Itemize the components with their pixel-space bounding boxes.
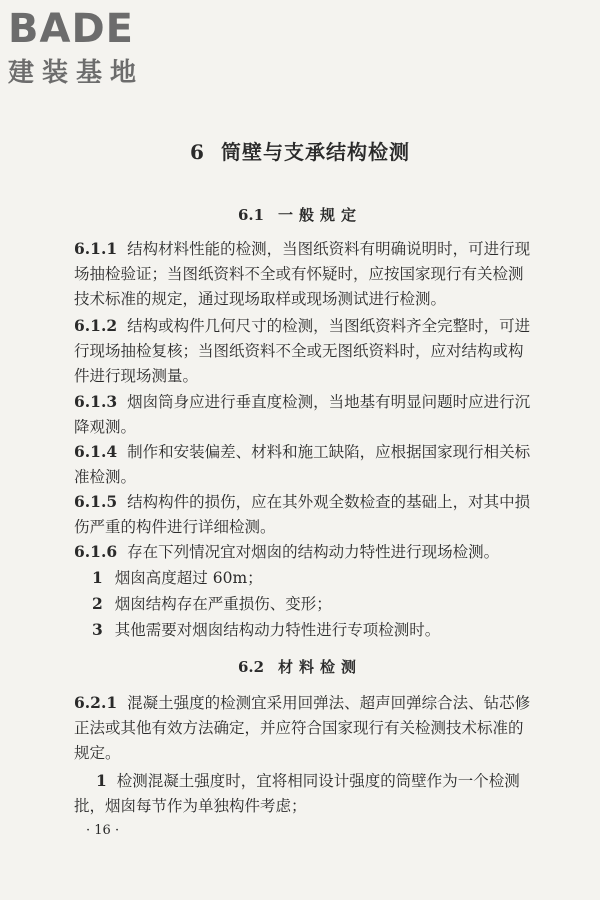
clause-text: 结构或构件几何尺寸的检测，当图纸资料齐全完整时，可进行现场抽检复核；当图纸资料不全或无图纸资料时，应对结构或构件进行现场测量。 <box>74 317 531 385</box>
clause-text: 结构构件的损伤，应在其外观全数检查的基础上，对其中损伤严重的构件进行详细检测。 <box>74 493 531 536</box>
clause-text: 混凝土强度的检测宜采用回弹法、超声回弹综合法、钻芯修正法或其他有效方法确定，并应符合国家现行有关检测技术标准的规定。 <box>74 694 531 762</box>
clause-text: 制作和安装偏差、材料和施工缺陷，应根据国家现行相关标准检测。 <box>74 443 531 486</box>
clause-text: 烟囱筒身应进行垂直度检测，当地基有明显问题时应进行沉降观测。 <box>74 393 531 436</box>
clause <box>74 439 534 490</box>
chapter-number: 6 <box>190 140 205 164</box>
chapter-title <box>0 136 600 165</box>
section-title: 一般规定 <box>278 206 363 224</box>
section-title: 材料检测 <box>278 658 363 676</box>
sub-item-number: 1 <box>96 771 107 790</box>
clause <box>74 389 534 440</box>
list-item-text: 其他需要对烟囱结构动力特性进行专项检测时。 <box>114 621 441 639</box>
list-item <box>92 591 534 617</box>
clause-text: 结构材料性能的检测，当图纸资料有明确说明时，可进行现场抽检验证；当图纸资料不全或有怀疑时，应按国家现行有关检测技术标准的规定，通过现场取样或现场测试进行检测。 <box>74 240 531 308</box>
clause <box>74 313 534 389</box>
sub-item-text: 检测混凝土强度时，宜将相同设计强度的筒壁作为一个检测批，烟囱每节作为单独构件考虑； <box>74 772 520 815</box>
list-item-text: 烟囱结构存在严重损伤、变形； <box>114 595 332 613</box>
logo <box>8 6 144 90</box>
clause <box>74 489 534 540</box>
section-heading <box>0 204 600 225</box>
chapter-title-text: 筒壁与支承结构检测 <box>220 140 410 164</box>
list-item-number: 2 <box>92 594 103 613</box>
clause-number: 6.1.3 <box>74 392 118 411</box>
page-number: · 16 · <box>86 823 120 838</box>
sub-item <box>74 768 534 819</box>
list-item <box>92 565 534 591</box>
list-item <box>92 617 534 643</box>
clause-number: 6.1.6 <box>74 542 118 561</box>
clause <box>74 236 534 312</box>
list-item-text: 烟囱高度超过 60m； <box>114 569 263 587</box>
clause-number: 6.1.5 <box>74 492 118 511</box>
clause-number: 6.1.2 <box>74 316 118 335</box>
section-number: 6.1 <box>237 206 265 224</box>
section-heading <box>0 656 600 677</box>
clause-number: 6.1.4 <box>74 442 118 461</box>
clause-number: 6.1.1 <box>74 239 118 258</box>
list-item-number: 3 <box>92 620 103 639</box>
list-item-number: 1 <box>92 568 103 587</box>
clause-text: 存在下列情况宜对烟囱的结构动力特性进行现场检测。 <box>127 543 500 561</box>
logo-mark: BADE <box>8 6 134 52</box>
clause <box>74 690 534 766</box>
clause-number: 6.2.1 <box>74 693 118 712</box>
clause <box>74 539 534 565</box>
logo-subtitle: 建装基地 <box>8 58 145 88</box>
section-number: 6.2 <box>237 658 265 676</box>
